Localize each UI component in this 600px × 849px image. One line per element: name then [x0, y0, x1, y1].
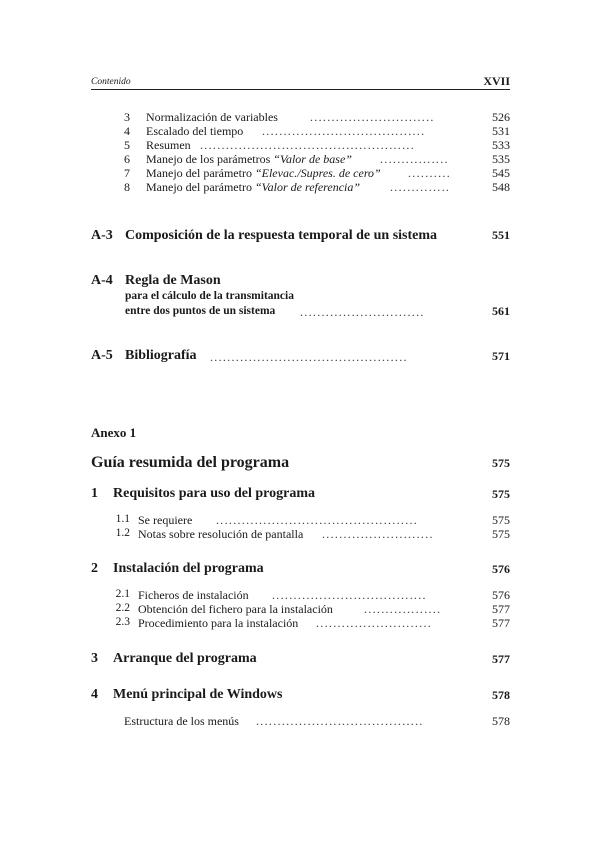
toc-entry: 8 Manejo del parámetro “Valor de referencia” .............. 548	[124, 180, 510, 194]
appendix-title: Bibliografía	[125, 348, 197, 363]
toc-entry: 2.3 Procedimiento para la instalación ........................... 577	[115, 616, 510, 630]
page-number: XVII	[483, 74, 510, 88]
appendix-page: 571	[492, 349, 510, 363]
toc-entry: 7 Manejo del parámetro “Elevac./Supres. de cero” .......... 545	[124, 166, 510, 180]
appendix-title: Composición de la respuesta temporal de un sistema	[125, 228, 438, 243]
appendix-page: 551	[492, 228, 510, 242]
appendix-page: 561	[492, 304, 510, 318]
toc-entry: 2.2 Obtención del fichero para la instalación .................. 577	[115, 602, 510, 616]
toc-entry: 6 Manejo de los parámetros “Valor de base” ................ 535	[124, 152, 510, 166]
appendix-title: Regla de Mason	[125, 273, 221, 288]
dot-leader: .............................	[300, 305, 425, 319]
section-number: 1	[91, 486, 98, 501]
section-title: Instalación del programa	[113, 561, 264, 576]
header-rule	[91, 89, 510, 90]
toc-entry: 2.1 Ficheros de instalación .................................... 576	[115, 588, 510, 602]
appendix-label: A-4	[91, 273, 113, 288]
annex-title: Guía resumida del programa	[91, 454, 290, 471]
section-title: Arranque del programa	[113, 651, 257, 666]
toc-entry: 1.2 Notas sobre resolución de pantalla .......................... 575	[115, 527, 510, 541]
appendix-subtitle: para el cálculo de la transmitancia	[125, 290, 294, 302]
running-header: Contenido	[91, 77, 131, 87]
toc-entry: 4 Escalado del tiempo ...................................... 531	[124, 124, 510, 138]
section-page: 576	[492, 562, 510, 576]
section-page: 575	[492, 487, 510, 501]
annex-page: 575	[492, 456, 510, 470]
annex-label: Anexo 1	[91, 425, 137, 440]
section-page: 578	[492, 688, 510, 702]
appendix-subtitle: entre dos puntos de un sistema	[125, 305, 276, 317]
toc-entry: 3 Normalización de variables ............................. 526	[124, 110, 510, 124]
section-number: 2	[91, 561, 98, 576]
section-page: 577	[492, 652, 510, 666]
dot-leader: ..............................................	[210, 350, 408, 364]
toc-entry: Estructura de los menús ....................................... 578	[124, 714, 510, 728]
section-title: Menú principal de Windows	[113, 687, 283, 702]
toc-entry: 1.1 Se requiere ............................................... 575	[115, 513, 510, 527]
section-number: 3	[91, 651, 98, 666]
appendix-label: A-3	[91, 228, 113, 243]
toc-entry: 5 Resumen .................................................. 533	[124, 138, 510, 152]
appendix-label: A-5	[91, 348, 113, 363]
section-number: 4	[91, 687, 98, 702]
section-title: Requisitos para uso del programa	[113, 486, 315, 501]
